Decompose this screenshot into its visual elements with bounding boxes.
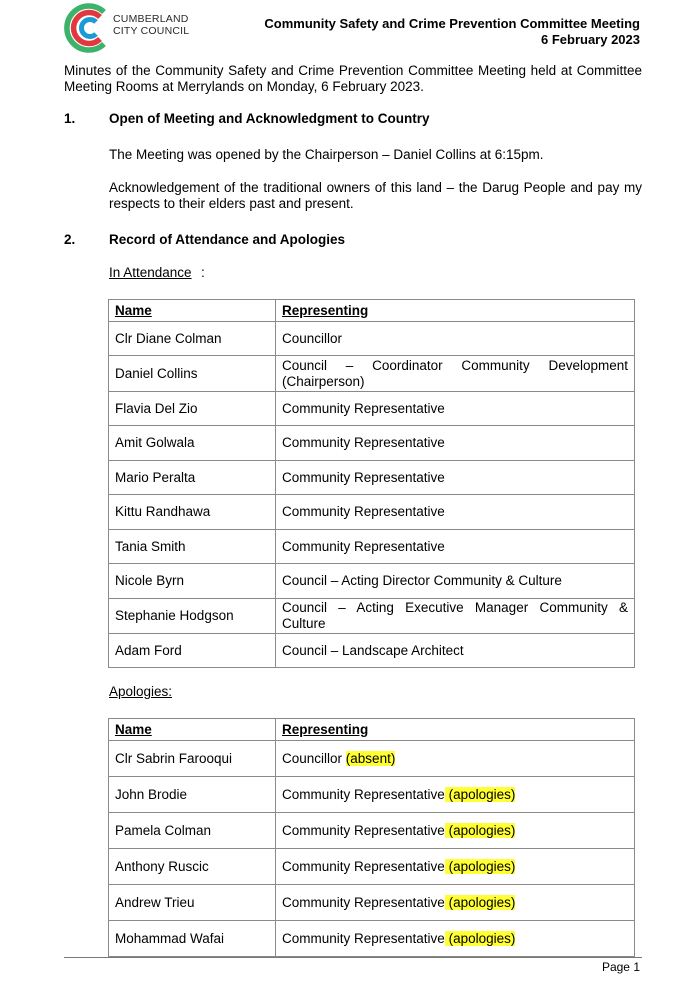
table-row xyxy=(109,322,635,356)
section-2-title: Record of Attendance and Apologies xyxy=(109,232,346,247)
attendee-name: Kittu Randhawa xyxy=(109,495,276,530)
apologies-table xyxy=(108,718,635,957)
section-1-number: 1. xyxy=(64,111,76,126)
column-header-name: Name xyxy=(109,300,276,322)
document-header xyxy=(264,16,640,48)
attendance-table-header xyxy=(109,300,635,322)
attendee-representing: Council – Acting Director Community & Culture xyxy=(276,564,635,599)
attendee-name: Flavia Del Zio xyxy=(109,392,276,426)
attendee-representing: Community Representative xyxy=(276,495,635,530)
attendance-heading: In Attendance xyxy=(109,265,192,280)
table-row xyxy=(109,741,635,777)
section-1-paragraph-2: Acknowledgement of the traditional owners of this land – the Darug People and pay my respects to their elders past and present. xyxy=(109,180,642,211)
attendee-representing: Community Representative xyxy=(276,461,635,495)
table-row xyxy=(109,885,635,921)
section-2-number: 2. xyxy=(64,232,76,247)
apology-name: Pamela Colman xyxy=(109,813,276,849)
intro-paragraph: Minutes of the Community Safety and Crime Prevention Committee Meeting held at Committee Meeting Rooms at Merrylands on Monday, 6 February 2023. xyxy=(64,63,642,94)
header-title: Community Safety and Crime Prevention Committee Meeting xyxy=(264,16,640,31)
logo-wordmark xyxy=(113,13,189,37)
status-highlight: (apologies) xyxy=(445,895,516,910)
attendee-representing: Community Representative xyxy=(276,426,635,461)
apology-representing: Community Representative (apologies) xyxy=(276,777,635,813)
attendee-name: Adam Ford xyxy=(109,634,276,668)
table-row xyxy=(109,461,635,495)
apology-name: Mohammad Wafai xyxy=(109,921,276,957)
apologies-table-header xyxy=(109,719,635,741)
attendee-representing: Council – Coordinator Community Development (Chairperson) xyxy=(276,356,635,392)
status-highlight: (apologies) xyxy=(445,823,516,838)
section-1-title: Open of Meeting and Acknowledgment to Country xyxy=(109,111,430,126)
table-row xyxy=(109,530,635,564)
status-highlight: (apologies) xyxy=(445,931,516,946)
apology-name: Andrew Trieu xyxy=(109,885,276,921)
table-row xyxy=(109,849,635,885)
table-row xyxy=(109,426,635,461)
table-row xyxy=(109,777,635,813)
table-row xyxy=(109,813,635,849)
status-highlight: (apologies) xyxy=(445,859,516,874)
attendee-representing: Council – Landscape Architect xyxy=(276,634,635,668)
apologies-heading: Apologies: xyxy=(109,684,173,699)
apology-name: John Brodie xyxy=(109,777,276,813)
apology-representing: Community Representative (apologies) xyxy=(276,813,635,849)
apology-representing: Councillor (absent) xyxy=(276,741,635,777)
table-row xyxy=(109,495,635,530)
attendee-name: Amit Golwala xyxy=(109,426,276,461)
attendee-name: Mario Peralta xyxy=(109,461,276,495)
footer-divider xyxy=(64,957,642,958)
attendance-table xyxy=(108,299,635,668)
table-row xyxy=(109,921,635,957)
column-header-representing: Representing xyxy=(276,719,635,741)
table-row xyxy=(109,634,635,668)
attendee-representing: Community Representative xyxy=(276,530,635,564)
apology-representing: Community Representative (apologies) xyxy=(276,921,635,957)
attendee-representing: Councillor xyxy=(276,322,635,356)
org-name-line2: CITY COUNCIL xyxy=(113,25,190,37)
attendee-name: Clr Diane Colman xyxy=(109,322,276,356)
status-highlight: (apologies) xyxy=(445,787,516,802)
org-name-line1: CUMBERLAND xyxy=(113,13,189,25)
council-logo-icon xyxy=(64,2,112,54)
apology-name: Anthony Ruscic xyxy=(109,849,276,885)
apology-representing: Community Representative (apologies) xyxy=(276,885,635,921)
apology-representing: Community Representative (apologies) xyxy=(276,849,635,885)
table-row xyxy=(109,356,635,392)
status-highlight: (absent) xyxy=(345,750,396,766)
attendance-heading-colon: : xyxy=(201,265,205,280)
header-date: 6 February 2023 xyxy=(540,32,640,47)
apology-name: Clr Sabrin Farooqui xyxy=(109,741,276,777)
attendee-name: Nicole Byrn xyxy=(109,564,276,599)
table-row xyxy=(109,564,635,599)
column-header-name: Name xyxy=(109,719,276,741)
attendee-name: Tania Smith xyxy=(109,530,276,564)
attendee-name: Daniel Collins xyxy=(109,356,276,392)
attendee-representing: Community Representative xyxy=(276,392,635,426)
section-1-paragraph-1: The Meeting was opened by the Chairperson – Daniel Collins at 6:15pm. xyxy=(109,147,544,162)
column-header-representing: Representing xyxy=(276,300,635,322)
council-logo xyxy=(64,2,194,54)
attendee-representing: Council – Acting Executive Manager Community & Culture xyxy=(276,599,635,634)
attendee-name: Stephanie Hodgson xyxy=(109,599,276,634)
page-number: Page 1 xyxy=(601,960,640,974)
table-row xyxy=(109,392,635,426)
table-row xyxy=(109,599,635,634)
